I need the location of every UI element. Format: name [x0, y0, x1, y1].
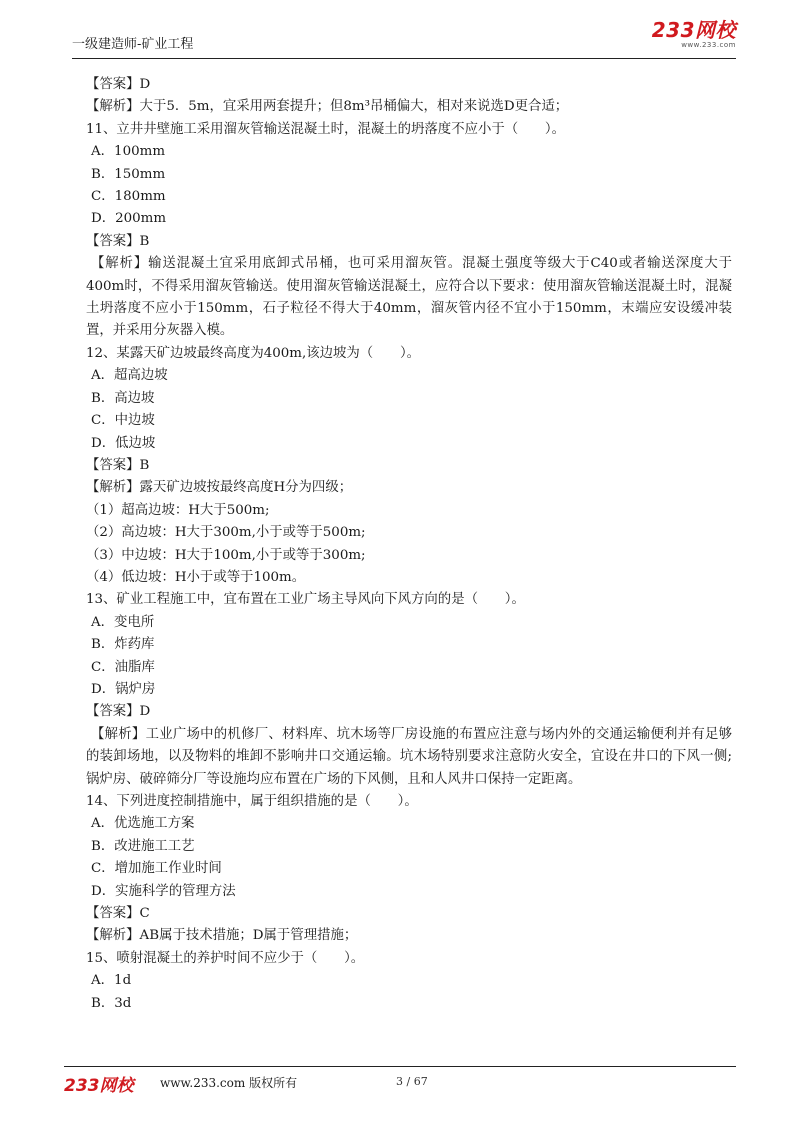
option-a: A．优选施工方案	[91, 816, 195, 832]
option-b: B．3d	[91, 995, 132, 1011]
document-title: 一级建造师-矿业工程	[72, 37, 194, 52]
answer-line: 【答案】B	[86, 233, 150, 249]
page-header	[72, 18, 736, 59]
slope-level-2: （2）高边坡：H大于300m,小于或等于500m;	[86, 525, 366, 541]
option-d: D．200mm	[91, 211, 167, 227]
option-a: A．变电所	[91, 614, 155, 630]
option-d: D．锅炉房	[91, 681, 156, 697]
option-c: C．增加施工作业时间	[91, 861, 222, 877]
option-a: A．1d	[91, 973, 132, 989]
question-12: 12、某露天矿边坡最终高度为400m,该边坡为（ ）。	[86, 345, 421, 361]
brand-logo[interactable]	[652, 20, 736, 49]
document-body	[86, 74, 732, 1015]
option-b: B．高边坡	[91, 390, 155, 406]
answer-line: 【答案】D	[86, 77, 151, 92]
question-11: 11、立井井壁施工采用溜灰管输送混凝土时，混凝土的坍落度不应小于（ ）。	[86, 121, 566, 137]
option-d: D．实施科学的管理方法	[91, 883, 236, 899]
option-c: C．油脂库	[91, 659, 155, 675]
option-d: D．低边坡	[91, 435, 156, 451]
footer-logo: 233网校	[64, 1076, 134, 1096]
analysis-paragraph: 【解析】工业广场中的机修厂、材料库、坑木场等厂房设施的布置应注意与场内外的交通运输便利并有足够的装卸场地，以及物料的堆卸不影响井口交通运输。坑木场特别要求注意防火安全，宜设在井口的下风一侧;锅炉房、破碎筛分厂等设施均应布置在广场的下风侧，且和人风井口保持一定距离。	[86, 726, 732, 787]
footer-copyright: www.233.com 版权所有	[160, 1076, 298, 1090]
option-b: B．改进施工工艺	[91, 838, 195, 854]
option-b: B．150mm	[91, 166, 166, 182]
slope-level-3: （3）中边坡：H大于100m,小于或等于300m;	[86, 547, 366, 563]
page-number: 3 / 67	[396, 1075, 428, 1088]
brand-logo-url: www.233.com	[681, 41, 736, 49]
answer-line: 【答案】D	[86, 704, 151, 720]
option-b: B．炸药库	[91, 637, 155, 653]
slope-level-1: （1）超高边坡：H大于500m;	[86, 502, 270, 518]
question-15: 15、喷射混凝土的养护时间不应少于（ ）。	[86, 950, 365, 966]
brand-logo-text: 233网校	[651, 18, 736, 42]
analysis-line: 【解析】AB属于技术措施；D属于管理措施；	[86, 928, 358, 944]
option-a: A．100mm	[91, 144, 166, 160]
analysis-line: 【解析】露天矿边坡按最终高度H分为四级；	[86, 480, 353, 496]
answer-line: 【答案】B	[86, 457, 150, 473]
analysis-paragraph: 【解析】输送混凝土宜采用底卸式吊桶，也可采用溜灰管。混凝土强度等级大于C40或者输送深度大于400m时，不得采用溜灰管输送。使用溜灰管输送混凝土，应符合以下要求：使用溜灰管输送混凝土时，混凝土坍落度不应小于150mm，石子粒径不得大于40mm，溜灰管内径不宜小于150mm，末端应安设缓冲装置，并采用分灰器入模。	[86, 256, 732, 339]
option-c: C．中边坡	[91, 413, 155, 429]
option-a: A．超高边坡	[91, 368, 168, 384]
analysis-line: 【解析】大于5．5m，宜采用两套提升；但8m³吊桶偏大，相对来说选D更合适；	[86, 99, 569, 115]
slope-level-4: （4）低边坡：H小于或等于100m。	[86, 569, 306, 585]
page-footer	[64, 1066, 736, 1097]
option-c: C．180mm	[91, 189, 166, 205]
question-13: 13、矿业工程施工中，宜布置在工业广场主导风向下风方向的是（ ）。	[86, 592, 525, 608]
question-14: 14、下列进度控制措施中，属于组织措施的是（ ）。	[86, 794, 418, 809]
answer-line: 【答案】C	[86, 906, 150, 922]
